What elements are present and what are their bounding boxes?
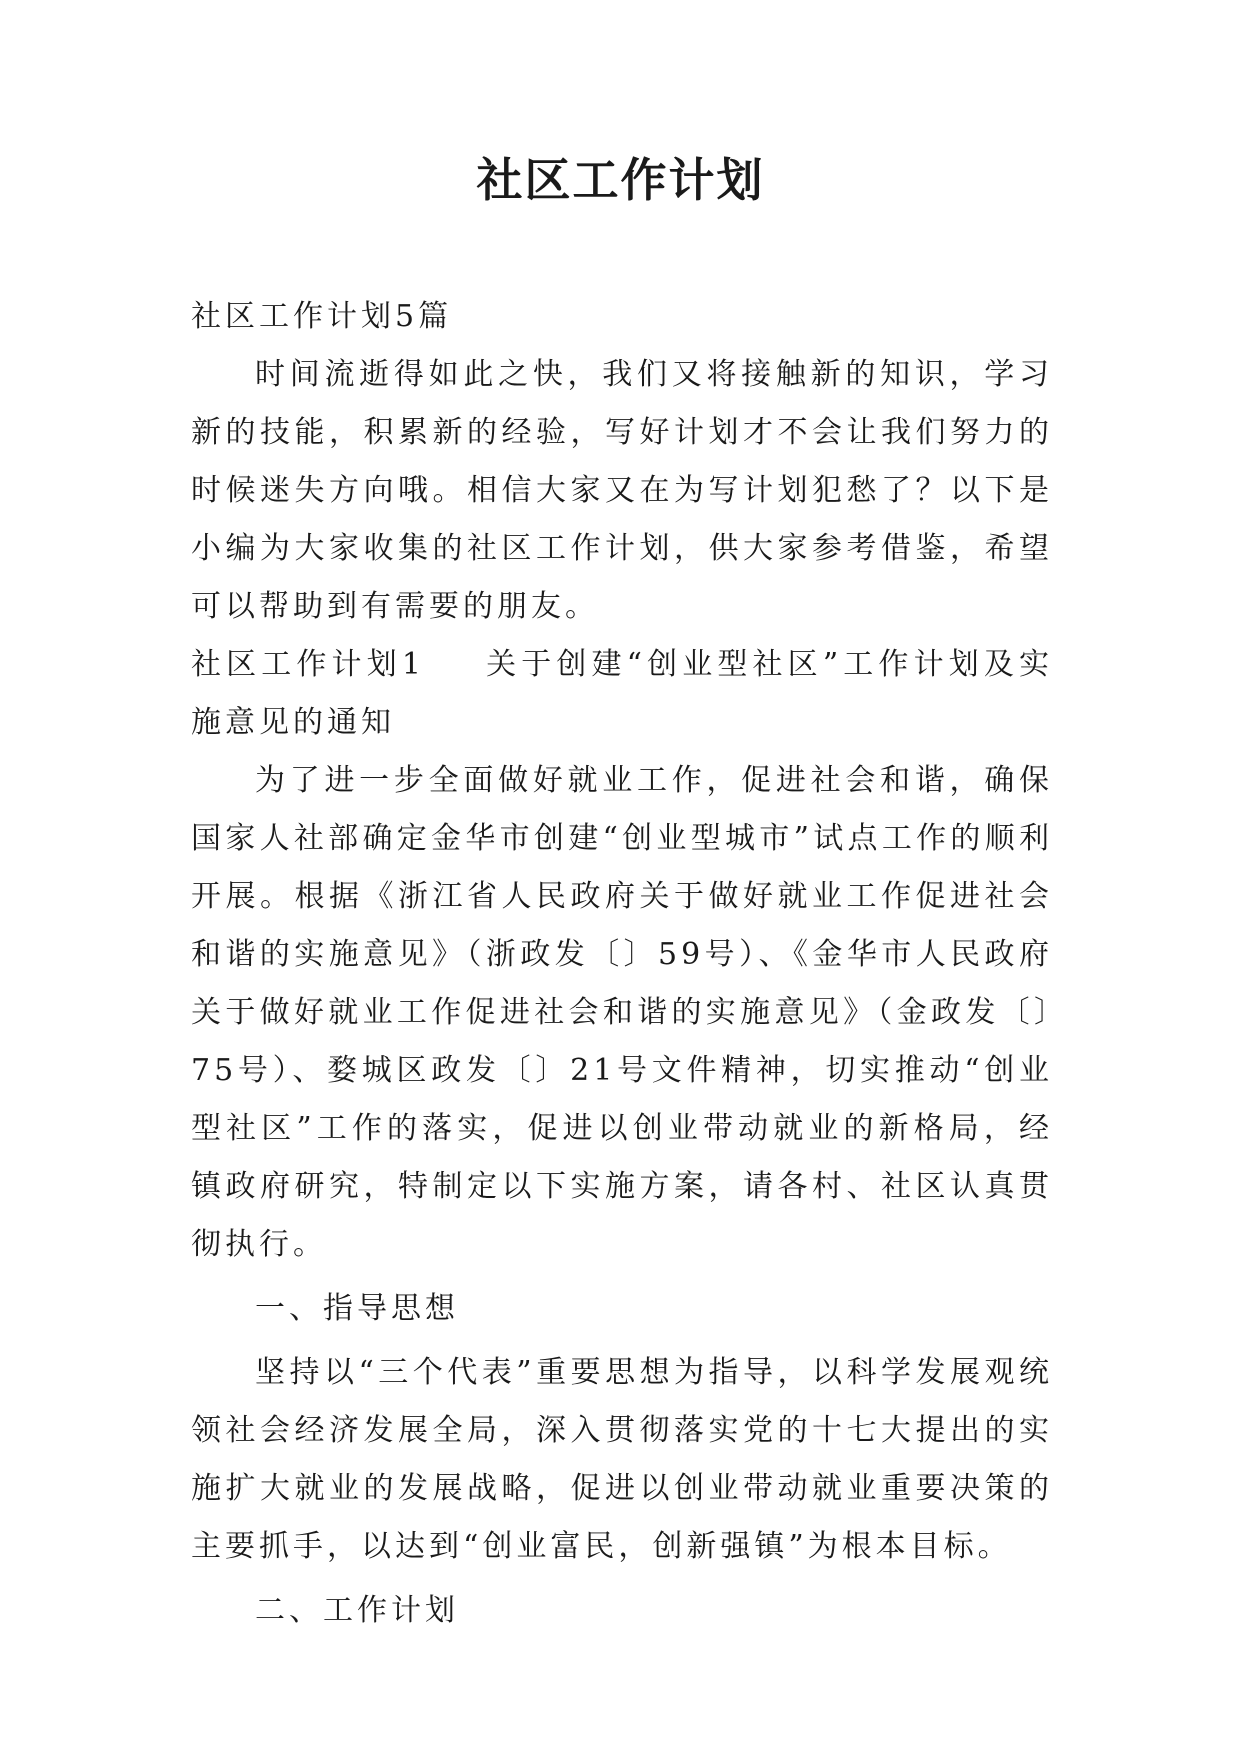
- section-title: 关于创建“创业型社区”工作计划及实施意见的通知: [191, 647, 1053, 740]
- intro-paragraph: 时间流逝得如此之快，我们又将接触新的知识，学习新的技能，积累新的经验，写好计划才不会让我们努力的时候迷失方向哦。相信大家又在为写计划犯愁了？以下是小编为大家收集的社区工作计划，供大家参考借鉴，希望可以帮助到有需要的朋友。: [191, 357, 1053, 624]
- document-title: 社区工作计划: [476, 153, 765, 207]
- section-label: 社区工作计划1: [191, 647, 425, 682]
- document-body: [191, 288, 1053, 1646]
- heading-work-plan: 二、工作计划: [255, 1593, 459, 1628]
- document-subtitle: 社区工作计划5篇: [191, 299, 453, 334]
- section-heading: [191, 636, 1053, 752]
- heading-guiding-ideology: 一、指导思想: [255, 1291, 459, 1326]
- body-paragraph-1: 为了进一步全面做好就业工作，促进社会和谐，确保国家人社部确定金华市创建“创业型城市”试点工作的顺利开展。根据《浙江省人民政府关于做好就业工作促进社会和谐的实施意见》（浙政发〔〕59号）、《金华市人民政府关于做好就业工作促进社会和谐的实施意见》（金政发〔〕75号）、婺城区政发〔〕21号文件精神，切实推动“创业型社区”工作的落实，促进以创业带动就业的新格局，经镇政府研究，特制定以下实施方案，请各村、社区认真贯彻执行。: [191, 763, 1053, 1262]
- body-paragraph-2: 坚持以“三个代表”重要思想为指导，以科学发展观统领社会经济发展全局，深入贯彻落实党的十七大提出的实施扩大就业的发展战略，促进以创业带动就业重要决策的主要抓手，以达到“创业富民，创新强镇”为根本目标。: [191, 1355, 1053, 1564]
